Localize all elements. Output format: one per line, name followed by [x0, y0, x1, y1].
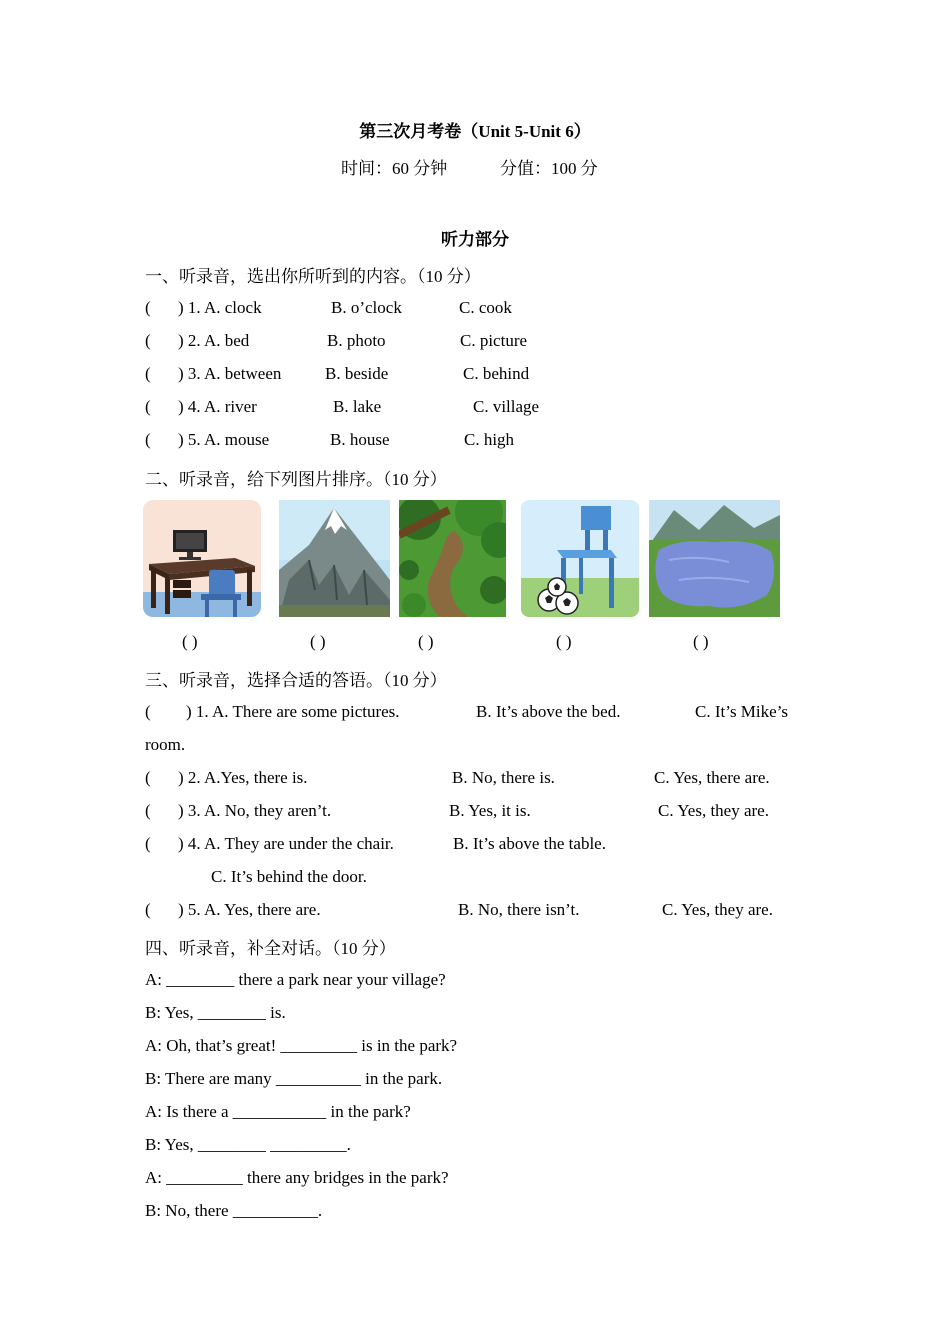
dialogue-line[interactable]: B: No, there __________. [145, 1201, 323, 1220]
mountain-picture [279, 500, 390, 617]
answer-paren[interactable]: ( [145, 801, 151, 820]
option-b: B. photo [327, 331, 386, 350]
forest-path-picture [399, 500, 506, 617]
part1-heading: 一、听录音，选出你所听到的内容。（10 分） [145, 267, 481, 286]
option-c: C. village [473, 397, 540, 416]
dialogue-line[interactable]: A: ________ there a park near your village? [145, 970, 446, 989]
option-a: ) 4. A. They are under the chair. [178, 834, 394, 853]
option-c: C. picture [460, 331, 528, 350]
option-b: B. No, there isn’t. [458, 900, 580, 919]
exam-time: 时间：60 分钟 [341, 159, 448, 178]
option-c: C. high [464, 430, 515, 449]
dialogue-line[interactable]: B: Yes, ________ is. [145, 1003, 286, 1022]
option-c: C. It’s behind the door. [211, 867, 367, 886]
option-a: ) 4. A. river [178, 397, 257, 416]
dialogue-line[interactable]: A: Is there a ___________ in the park? [145, 1102, 411, 1121]
option-c: C. behind [463, 364, 530, 383]
answer-paren[interactable]: ( [145, 364, 151, 383]
dialogue-line[interactable]: A: Oh, that’s great! _________ is in the park? [145, 1036, 458, 1055]
option-c: C. Yes, there are. [654, 768, 770, 787]
dialogue-line[interactable]: B: Yes, ________ _________. [145, 1135, 351, 1154]
section-title: 听力部分 [441, 230, 509, 249]
picture-order-blank[interactable]: ( ) [310, 632, 326, 651]
answer-paren[interactable]: ( [145, 331, 151, 350]
answer-paren[interactable]: ( [145, 397, 151, 416]
option-a: ) 3. A. No, they aren’t. [178, 801, 332, 820]
answer-paren[interactable]: ( [145, 900, 151, 919]
part3-heading: 三、听录音，选择合适的答语。（10 分） [145, 671, 447, 690]
picture-order-blank[interactable]: ( ) [556, 632, 572, 651]
option-c: C. Yes, they are. [658, 801, 769, 820]
picture-order-blank[interactable]: ( ) [693, 632, 709, 651]
option-b: B. house [330, 430, 390, 449]
dialogue-line[interactable]: A: _________ there any bridges in the park? [145, 1168, 449, 1187]
part4-heading: 四、听录音，补全对话。（10 分） [145, 939, 396, 958]
picture-order-blank[interactable]: ( ) [418, 632, 434, 651]
option-c: C. It’s Mike’s [695, 702, 789, 721]
option-a: ) 1. A. clock [178, 298, 262, 317]
option-b: B. It’s above the table. [453, 834, 606, 853]
option-b: B. o’clock [331, 298, 402, 317]
option-a: ) 2. A.Yes, there is. [178, 768, 308, 787]
option-a: ) 5. A. mouse [178, 430, 270, 449]
chair-balls-picture [521, 500, 639, 617]
answer-paren[interactable]: ( [145, 430, 151, 449]
dialogue-line[interactable]: B: There are many __________ in the park. [145, 1069, 443, 1088]
option-c-continued: room. [145, 735, 186, 754]
answer-paren[interactable]: ( [145, 702, 151, 721]
option-c: C. cook [459, 298, 512, 317]
exam-score: 分值：100 分 [500, 159, 598, 178]
option-b: B. lake [333, 397, 382, 416]
option-a: ) 5. A. Yes, there are. [178, 900, 321, 919]
answer-paren[interactable]: ( [145, 298, 151, 317]
option-c: C. Yes, they are. [662, 900, 773, 919]
option-a: ) 2. A. bed [178, 331, 250, 350]
exam-title: 第三次月考卷（Unit 5-Unit 6） [359, 122, 591, 141]
option-a: ) 3. A. between [178, 364, 282, 383]
picture-order-blank[interactable]: ( ) [182, 632, 198, 651]
part2-heading: 二、听录音，给下列图片排序。（10 分） [145, 470, 447, 489]
lake-picture [649, 500, 780, 617]
desk-computer-picture [143, 500, 261, 617]
option-b: B. Yes, it is. [449, 801, 531, 820]
answer-paren[interactable]: ( [145, 768, 151, 787]
option-a: ) 1. A. There are some pictures. [186, 702, 400, 721]
answer-paren[interactable]: ( [145, 834, 151, 853]
option-b: B. It’s above the bed. [476, 702, 621, 721]
option-b: B. No, there is. [452, 768, 555, 787]
option-b: B. beside [325, 364, 389, 383]
